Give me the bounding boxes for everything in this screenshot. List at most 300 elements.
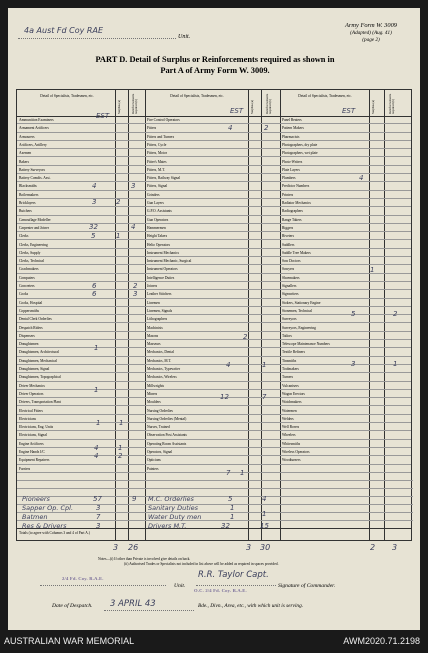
hw-draughtsmen-s: 1: [94, 344, 99, 352]
row-label: Butchers: [19, 209, 32, 214]
row-label: Dispensers: [19, 333, 35, 338]
table-row: [17, 290, 150, 298]
table-row: [17, 348, 150, 356]
part-d-title: [30, 55, 400, 77]
row-label: Driver Operators: [19, 391, 44, 396]
title-line2: Part A of Army Form W. 3009.: [160, 65, 270, 75]
row-label: Bakers: [19, 159, 29, 164]
row-label: Dental Clerk Orderlies: [19, 317, 52, 322]
hw-extra-5-s: 5: [228, 495, 233, 503]
table-row: [17, 257, 150, 265]
row-label: Masons: [147, 333, 159, 338]
row-label: Fitters and Turners: [147, 134, 175, 139]
row-label: Nurses, Trained: [147, 425, 170, 430]
table-row: [280, 241, 411, 249]
table-row: [280, 290, 411, 298]
table-row: [280, 249, 411, 257]
hw-est-3: EST: [342, 107, 356, 115]
table-row: [17, 274, 150, 282]
row-label: Boilermakers: [19, 192, 39, 197]
hw-cooks-r: 3: [133, 290, 138, 298]
row-label: Mechanics, Typewriter: [147, 367, 181, 371]
table-row: [17, 340, 150, 348]
table-row: [17, 456, 150, 464]
table-row: [280, 456, 411, 464]
form-ref-line2: (Adapted) (Aug. 41): [350, 30, 392, 36]
row-label: Linemen, Signals: [147, 308, 173, 313]
hw-engine-art-s: 4: [94, 444, 99, 452]
table-row: [145, 407, 283, 415]
table-row: [145, 315, 283, 323]
table-row: [280, 340, 411, 348]
table-row: [17, 315, 150, 323]
row-label: Mechanics, M.T.: [147, 358, 172, 363]
row-label: Helio Operators: [147, 242, 171, 247]
table-row: [145, 307, 283, 315]
table-row: [17, 365, 150, 373]
row-label: Photographers, dry plate: [282, 142, 318, 147]
title-line1: PART D. Detail of Surplus or Reinforcements required as shown in: [95, 55, 335, 64]
row-label: Ammunition Examiners: [19, 118, 54, 122]
row-label: Operating Room Assistants: [147, 441, 187, 446]
hw-extra-1: Pioneers: [22, 495, 50, 503]
row-label: Wheelers: [282, 433, 296, 438]
table-row: [145, 340, 283, 348]
hw-miners-s: 12: [220, 393, 229, 401]
table-row: [280, 440, 411, 448]
table-row: [145, 166, 283, 174]
hw-engine-hands-s: 4: [94, 452, 99, 460]
table-row: [280, 224, 411, 232]
col1-header: Detail of Specialists, Tradesmen, etc.: [40, 94, 94, 98]
table-row: [280, 365, 411, 373]
hw-col4-extra-2: 1: [262, 510, 267, 518]
table-row: [17, 158, 150, 166]
footer-unit-label: Unit.: [174, 583, 186, 589]
row-label: Electricians, Signal: [19, 433, 47, 438]
table-row: [145, 465, 283, 473]
table-row: [280, 174, 411, 182]
table-row: [280, 232, 411, 240]
row-label: Surveyors: [282, 317, 297, 322]
hw-tinsmiths-s: 3: [351, 360, 356, 368]
row-label: Telescope Maintenance Numbers: [282, 342, 330, 347]
table-row: [17, 149, 150, 157]
table-row: [145, 324, 283, 332]
table-row: [17, 431, 150, 439]
form-ref-line1: Army Form W. 3009: [345, 22, 397, 29]
table-row: [17, 241, 150, 249]
table-row: [280, 199, 411, 207]
hw-fitters-r: 2: [264, 124, 269, 132]
hw-driver-mech-s: 1: [94, 386, 99, 394]
hw-miners-r: 7: [262, 393, 267, 401]
bde-label: Bde., Divn., Area, etc., with which unit is serving.: [198, 603, 304, 609]
date-dotline: [104, 610, 194, 611]
hw-extra-8: Drivers M.T.: [148, 522, 187, 530]
table-row: [145, 116, 283, 124]
row-label: Painters: [147, 466, 159, 471]
table-row: [280, 332, 411, 340]
totals-label: Totals (to agree with Columns 3 and 4 of Part A.): [19, 531, 90, 535]
row-label: Watchmakers: [282, 400, 302, 405]
unit-label: Unit.: [178, 34, 191, 40]
table-row: [145, 191, 283, 199]
table-row: [145, 265, 283, 273]
row-label: Armourers: [19, 134, 35, 139]
row-label: Saddlers: [282, 242, 295, 247]
hw-painters-r: 1: [240, 469, 245, 477]
col3-surplus-header: Surplus (a): [371, 99, 375, 114]
row-label: Engine Artificers: [19, 441, 44, 446]
hw-extra-4-s: 3: [96, 522, 101, 530]
unit-handwritten: 4a Aust Fd Coy RAE: [24, 26, 103, 35]
row-label: Computers: [19, 275, 35, 280]
hw-blacksmiths-s: 4: [92, 182, 97, 190]
table-row: [145, 224, 283, 232]
row-label: Carpenter and Joiner: [19, 225, 49, 230]
row-label: Joiners: [147, 284, 158, 288]
row-label: Stonemen, Technical: [282, 308, 313, 313]
hw-extra-3: Batmen: [22, 513, 48, 521]
table-row: [280, 448, 411, 456]
row-label: Blacksmiths: [19, 184, 37, 189]
hw-masons-s: 2: [243, 333, 248, 341]
hw-bricklayers-r: 2: [116, 198, 121, 206]
totals-row: [17, 528, 411, 542]
hw-extra-5: M.C. Orderlies: [148, 495, 194, 503]
table-row: [145, 274, 283, 282]
hw-stonemen-s: 5: [351, 310, 356, 318]
table-row: [280, 265, 411, 273]
table-row: [17, 141, 150, 149]
table-row: [145, 299, 283, 307]
row-label: Radiographers: [282, 209, 303, 214]
row-label: Instrument Mechanics: [147, 250, 180, 255]
note-1: Notes—(i) If other than Private is involved give details on back.: [98, 557, 191, 561]
row-label: Panel Beaters: [282, 118, 302, 122]
table-row: [17, 124, 150, 132]
row-label: Fire Control Operators: [147, 118, 180, 122]
table-row: [145, 257, 283, 265]
table-row: [280, 282, 411, 290]
hw-painters-s: 7: [226, 469, 231, 477]
hw-extra-1-s: 57: [93, 495, 102, 503]
table-row: [280, 415, 411, 423]
row-label: Drivers, Transportation Plant: [19, 400, 61, 405]
hw-est-1: EST: [96, 112, 110, 120]
table-row: [280, 274, 411, 282]
signature-handwritten: R.R. Taylor Capt.: [198, 570, 269, 580]
table-row: [145, 158, 283, 166]
table-row: [280, 216, 411, 224]
table-row: [280, 315, 411, 323]
table-row: [17, 199, 150, 207]
date-handwritten: 3 APRIL 43: [110, 599, 156, 609]
table-row: [280, 398, 411, 406]
table-row: [145, 431, 283, 439]
unit-underline: [18, 38, 176, 39]
sig-dotline: [196, 585, 276, 586]
table-row: [17, 373, 150, 381]
row-label: Draughtsmen, Topographical: [19, 375, 61, 380]
row-label: Moulders: [147, 400, 161, 405]
hw-col4-extra-1: 4: [262, 495, 267, 503]
table-row: [17, 282, 150, 290]
caption-right: AWM2020.71.2198: [343, 636, 420, 646]
row-label: Tinsmiths: [282, 358, 297, 363]
row-label: Electrical Fitters: [19, 408, 43, 413]
table-row: [145, 415, 283, 423]
hw-total-3-s: 2: [370, 543, 376, 552]
row-label: Fitter's Mates: [147, 159, 167, 164]
row-label: Operators, Signal: [147, 450, 173, 454]
row-label: Linemen: [147, 300, 160, 305]
row-label: Gun Operators: [147, 217, 169, 222]
table-row: [145, 232, 283, 240]
row-label: Draughtsmen, Mechanical: [19, 358, 57, 363]
row-label: Driver Mechanics: [19, 383, 45, 388]
hw-carpenter-r: 4: [131, 223, 136, 231]
row-label: Vulcanisers: [282, 383, 299, 388]
row-label: Coppersmiths: [19, 308, 39, 313]
col3-reinf-header: Reinforcements required (b): [388, 93, 396, 114]
table-row: [280, 191, 411, 199]
row-label: Draughtsmen: [19, 342, 39, 347]
row-label: Signwriters: [282, 292, 299, 297]
table-row: [145, 174, 283, 182]
row-label: Radiator Mechanics: [282, 201, 311, 205]
row-label: Lithographers: [147, 317, 168, 322]
table-row: [17, 448, 150, 456]
hw-tinsmiths-r: 1: [393, 360, 398, 368]
unit-stamp: 2/4 Fd. Coy. R.A.E.: [62, 576, 104, 581]
hw-mech-mt-s: 4: [226, 361, 231, 369]
hw-extra-2: Sapper Op. Cpl.: [22, 504, 74, 512]
table-row: [145, 124, 283, 132]
table-row: [280, 382, 411, 390]
row-label: Nursing Orderlies (Mental): [147, 416, 187, 421]
hw-extra-8-s: 32: [221, 522, 230, 530]
table-row: [17, 390, 150, 398]
hw-engine-hands-r: 2: [118, 452, 123, 460]
hw-total-3-r: 3: [392, 543, 398, 552]
hw-concreters-s: 6: [92, 282, 97, 290]
table-row: [17, 232, 150, 240]
row-label: Sawyers: [282, 267, 295, 272]
row-label: Pattern Makers: [282, 126, 304, 131]
row-label: Miners: [147, 391, 158, 396]
hw-clerks-s: 5: [91, 232, 96, 240]
form-reference: [332, 22, 410, 43]
row-label: Riveters: [282, 234, 294, 239]
row-label: Riggers: [282, 225, 294, 230]
hw-total-1-s: 3: [113, 543, 119, 552]
row-label: Welders: [282, 416, 294, 421]
table-row: [17, 265, 150, 273]
table-row: [280, 133, 411, 141]
row-label: Photographers, wet plate: [282, 151, 318, 156]
table-row: [280, 431, 411, 439]
row-label: Fitters, Signal: [147, 184, 168, 189]
row-label: Equipment Repairers: [19, 458, 50, 463]
row-label: Photo-Writers: [282, 159, 303, 164]
table-row: [17, 191, 150, 199]
row-label: Saddle Tree Makers: [282, 250, 311, 255]
table-row: [145, 216, 283, 224]
row-label: Instrument Operators: [147, 267, 178, 272]
table-row: [17, 324, 150, 332]
table-row: [280, 357, 411, 365]
row-label: Hammermen: [147, 225, 166, 230]
row-label: Intelligence Duties: [147, 275, 175, 280]
table-row: [280, 149, 411, 157]
col1-surplus-header: Surplus (a): [117, 99, 121, 114]
oc-stamp: O.C. 2/4 Fd. Coy. R.A.E.: [194, 588, 247, 593]
row-label: Draughtsmen, Architectural: [19, 350, 59, 355]
table-row: [17, 249, 150, 257]
row-label: Whitesmiths: [282, 441, 301, 446]
table-row: [280, 307, 411, 315]
table-row: [145, 141, 283, 149]
row-label: Toolmakers: [282, 367, 299, 371]
row-label: Draughtsmen, Signal: [19, 367, 50, 371]
table-row: [17, 415, 150, 423]
hw-extra-4: Res & Drivers: [22, 522, 67, 530]
table-row: [280, 207, 411, 215]
table-row: [17, 357, 150, 365]
row-label: Machinists: [147, 325, 163, 330]
row-label: Fitters, Cycle: [147, 142, 167, 147]
row-label: Turners: [282, 375, 294, 380]
row-label: Mechanics, Wireless: [147, 375, 177, 380]
table-row: [17, 299, 150, 307]
table-row: [280, 465, 411, 473]
hw-engine-art-r: 1: [118, 444, 123, 452]
row-label: Predictor Numbers: [282, 184, 310, 189]
row-label: Plate Layers: [282, 167, 300, 172]
hw-electricians-s: 1: [96, 419, 101, 427]
table-row: [145, 456, 283, 464]
hw-electricians-r: 1: [119, 419, 124, 427]
row-label: Observation Post Assistants: [147, 433, 187, 438]
unit-dotline: [40, 585, 166, 586]
hw-cooks-s: 6: [92, 290, 97, 298]
col2-reinf-header: Reinforcements required (b): [265, 93, 273, 114]
row-label: Farriers: [19, 466, 31, 471]
row-label: Gun Layers: [147, 201, 164, 205]
table-row: [145, 440, 283, 448]
date-label: Date of Despatch.: [52, 603, 93, 609]
table-row: [145, 249, 283, 257]
row-label: Fitters: [147, 126, 157, 131]
col2-header: Detail of Specialists, Tradesmen, etc.: [170, 94, 224, 98]
row-label: Leather Stitchers: [147, 292, 172, 297]
row-label: Fitters, M.T.: [147, 167, 165, 172]
hw-fitters-s: 4: [228, 124, 233, 132]
hw-bricklayers-s: 3: [92, 198, 97, 206]
table-row: [280, 166, 411, 174]
row-label: Printers: [282, 192, 294, 197]
row-label: Clerks, Technical: [19, 259, 45, 264]
row-label: Concreters: [19, 284, 35, 288]
hw-extra-2-s: 3: [96, 504, 101, 512]
hw-extra-3-s: 7: [96, 513, 101, 521]
col2-surplus-header: Surplus (a): [250, 99, 254, 114]
hw-stonemen-r: 2: [393, 310, 398, 318]
table-row: [145, 282, 283, 290]
table-row: [145, 373, 283, 381]
row-label: Stokers, Stationary Engine: [282, 300, 321, 305]
table-row: [145, 207, 283, 215]
table-row: [280, 257, 411, 265]
hw-est-2: EST: [230, 107, 244, 115]
table-row: [17, 207, 150, 215]
table-row: [280, 348, 411, 356]
row-label: Fitters, Motor: [147, 151, 167, 156]
row-label: Range Takers: [282, 217, 302, 222]
table-row: [145, 448, 283, 456]
table-row: [17, 307, 150, 315]
row-label: Millwrights: [147, 383, 164, 388]
row-label: Artificers, Artillery: [19, 142, 47, 147]
row-label: Clerks, Engineering: [19, 242, 48, 247]
row-label: Armament Artificers: [19, 126, 49, 131]
table-row: [17, 116, 150, 124]
row-label: Mechanics, Dental: [147, 350, 174, 355]
col3-header: Detail of Specialists, Tradesmen, etc.: [298, 94, 352, 98]
signature-label: Signature of Commander.: [278, 583, 336, 589]
row-label: Saw Doctors: [282, 259, 301, 264]
table-row: [17, 440, 150, 448]
row-label: Despatch Riders: [19, 325, 43, 330]
row-label: Wagon Erectors: [282, 391, 305, 396]
row-label: Wireless Operators: [282, 450, 310, 454]
table-row: [280, 141, 411, 149]
hw-extra-1-r: 9: [132, 495, 137, 503]
table-row: [280, 158, 411, 166]
row-label: Cooks, Hospital: [19, 300, 43, 305]
table-row: [280, 124, 411, 132]
table-row: [280, 324, 411, 332]
table-row: [145, 382, 283, 390]
form-ref-line3: (page 2): [362, 36, 380, 43]
table-row: [280, 299, 411, 307]
row-label: Fitters, Railway Signal: [147, 176, 181, 181]
table-row: [145, 133, 283, 141]
hw-mech-mt-r: 1: [262, 361, 267, 369]
hw-carpenter-s: 32: [89, 223, 98, 231]
row-label: Pharmacists: [282, 134, 300, 139]
hw-total-2-s: 3: [246, 543, 252, 552]
table-row: [145, 290, 283, 298]
hw-plumbers-s: 4: [359, 174, 364, 182]
row-label: Nursing Orderlies: [147, 408, 173, 413]
row-label: Electricians, Eng. Units: [19, 425, 54, 430]
row-label: Cooks: [19, 292, 29, 297]
hw-clerks-r: 1: [116, 232, 121, 240]
hw-extra-6-s: 1: [230, 504, 235, 512]
table-row: [145, 149, 283, 157]
note-2: (ii) Authorised Trades or Specialists not included in list above will be added as required in spaces provided.: [124, 562, 279, 566]
table-row: [17, 166, 150, 174]
table-row: [280, 407, 411, 415]
row-label: Clerks: [19, 234, 29, 239]
table-row: [280, 423, 411, 431]
row-label: G.P.O. Assistants: [147, 209, 172, 214]
table-row: [17, 398, 150, 406]
row-label: Axemen: [19, 151, 32, 156]
